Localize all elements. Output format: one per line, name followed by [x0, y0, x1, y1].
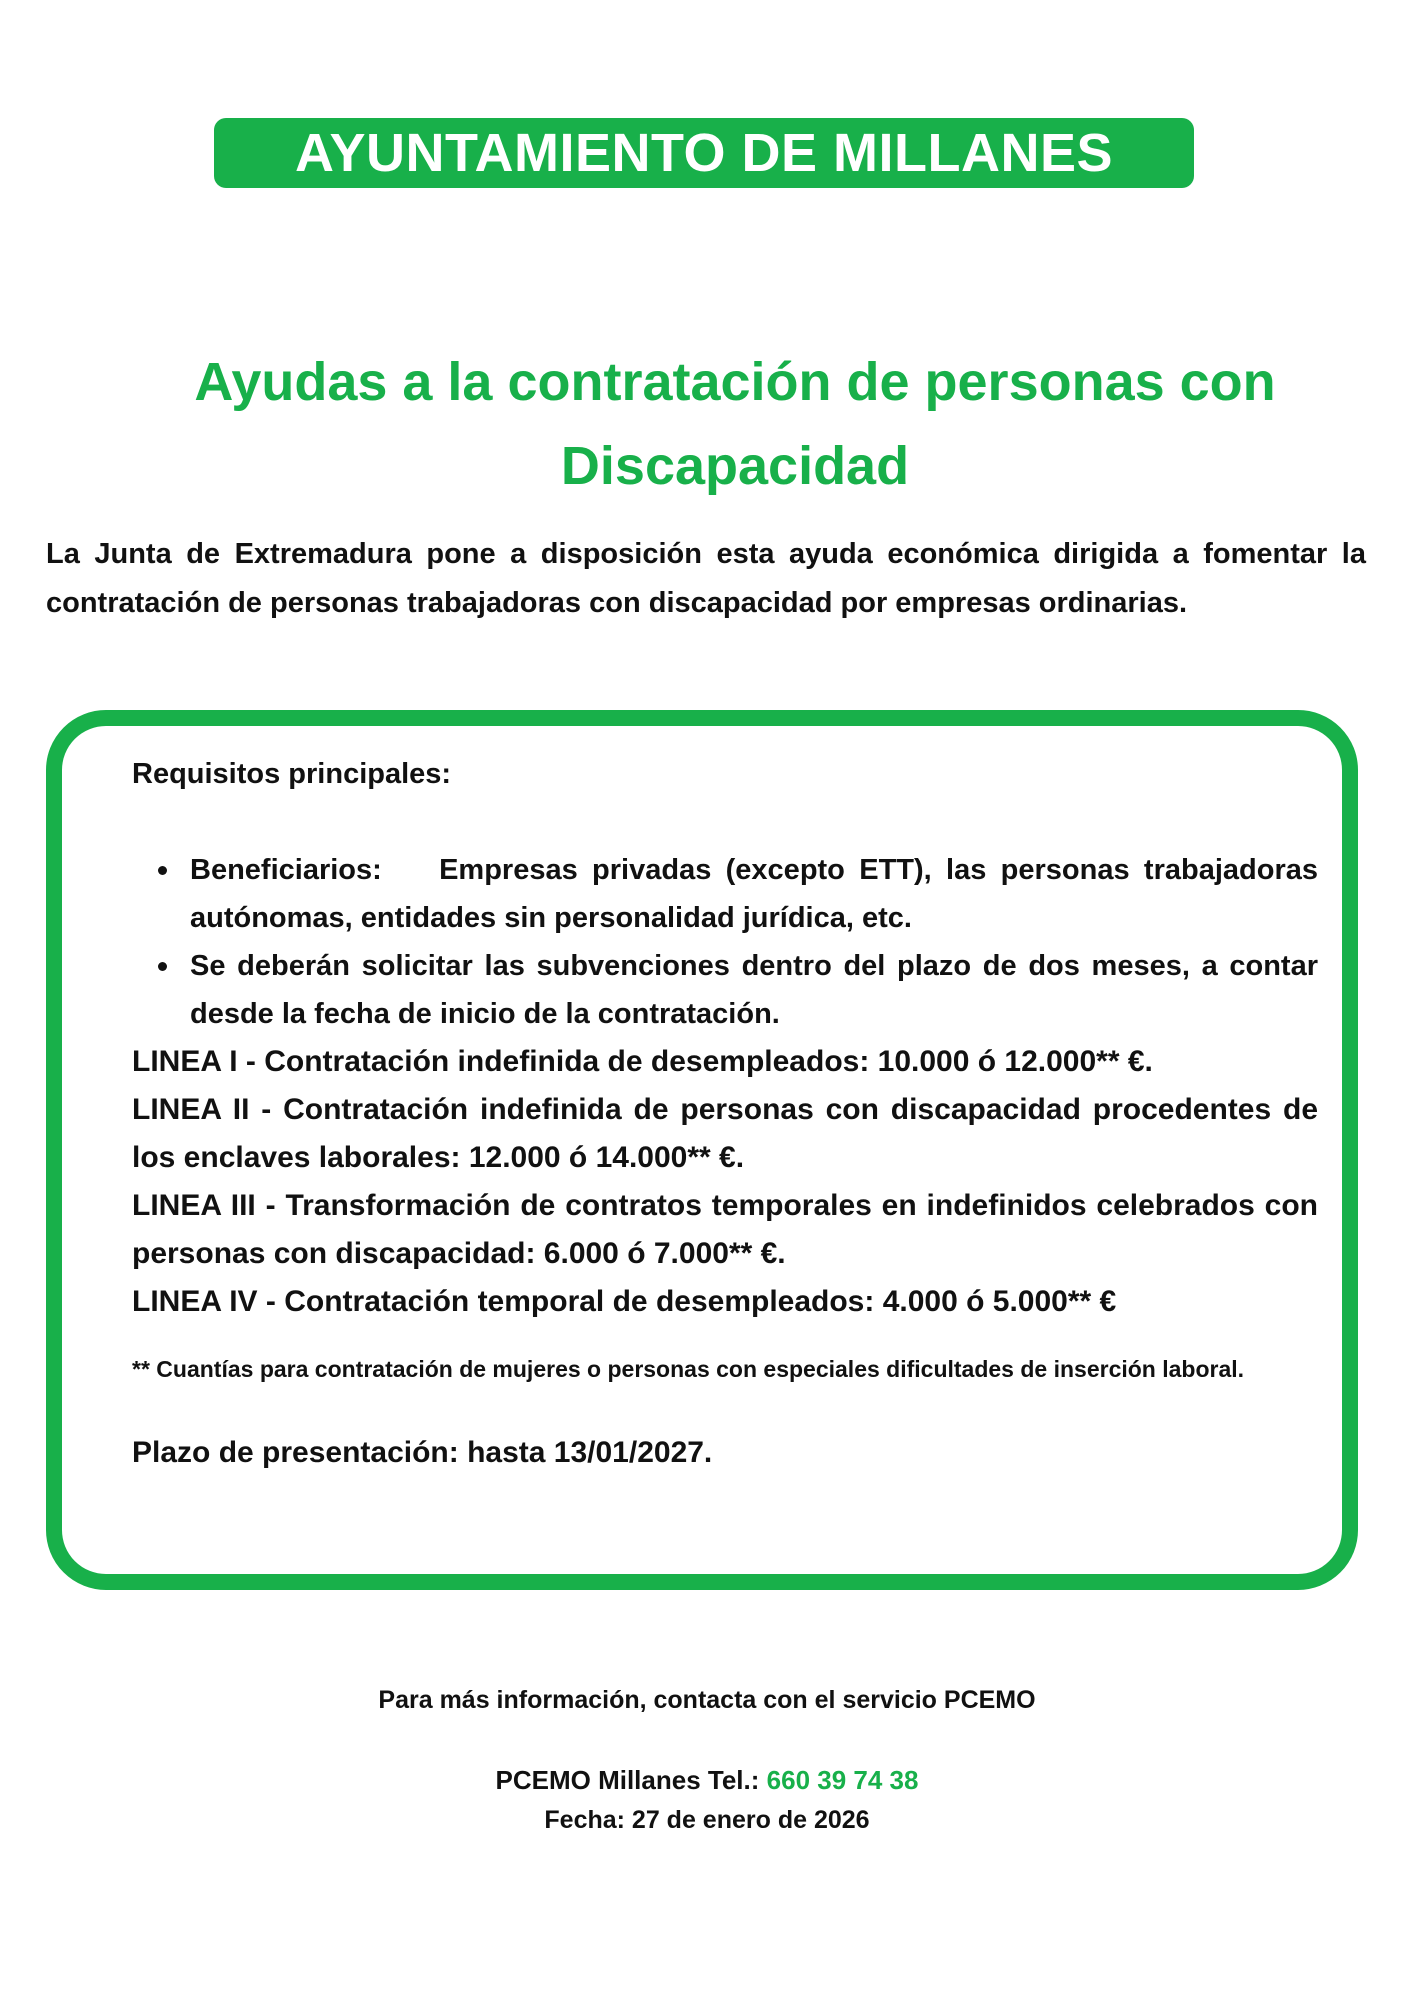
title-line-2: Discapacidad	[560, 436, 910, 496]
linea-2: LINEA II - Contratación indefinida de personas con discapacidad procedentes de los enclaves laborales: 12.000 ó 14.000** €.	[132, 1093, 1318, 1174]
list-item	[132, 942, 1318, 1038]
requirements-content	[132, 750, 1318, 1477]
footer-phone	[0, 1765, 1414, 1796]
org-name: AYUNTAMIENTO DE MILLANES	[294, 123, 1114, 183]
intro-paragraph: La Junta de Extremadura pone a disposición esta ayuda económica dirigida a fomentar la contratación de personas trabajadoras con discapacidad por empresas ordinarias.	[46, 538, 1366, 619]
beneficiaries-text: Empresas privadas (excepto ETT), las personas trabajadoras autónomas, entidades sin personalidad jurídica, etc.	[190, 854, 1318, 934]
linea-3: LINEA III - Transformación de contratos temporales en indefinidos celebrados con personas con discapacidad: 6.000 ó 7.000** €.	[132, 1189, 1318, 1270]
page-title	[80, 340, 1390, 508]
list-item	[132, 846, 1318, 942]
linea-4: LINEA IV - Contratación temporal de desempleados: 4.000 ó 5.000** €	[132, 1285, 1117, 1318]
phone-label: PCEMO Millanes Tel.:	[495, 1765, 760, 1795]
beneficiaries-label: Beneficiarios:	[190, 854, 382, 886]
title-line-1: Ayudas a la contratación de personas con	[194, 352, 1276, 412]
deadline-rule-text: Se deberán solicitar las subvenciones dentro del plazo de dos meses, a contar desde la fecha de inicio de la contratación.	[190, 950, 1318, 1030]
requirements-heading: Requisitos principales:	[132, 758, 452, 790]
submission-deadline: Plazo de presentación: hasta 13/01/2027.	[132, 1436, 713, 1469]
requirements-list	[132, 846, 1318, 1038]
footer-date: Fecha: 27 de enero de 2026	[544, 1806, 870, 1834]
header-banner	[214, 118, 1194, 188]
phone-number[interactable]: 660 39 74 38	[766, 1765, 919, 1795]
amounts-note: ** Cuantías para contratación de mujeres o personas con especiales dificultades de inserción laboral.	[132, 1356, 1245, 1382]
footer-info: Para más información, contacta con el servicio PCEMO	[378, 1686, 1036, 1714]
linea-1: LINEA I - Contratación indefinida de desempleados: 10.000 ó 12.000** €.	[132, 1045, 1153, 1078]
